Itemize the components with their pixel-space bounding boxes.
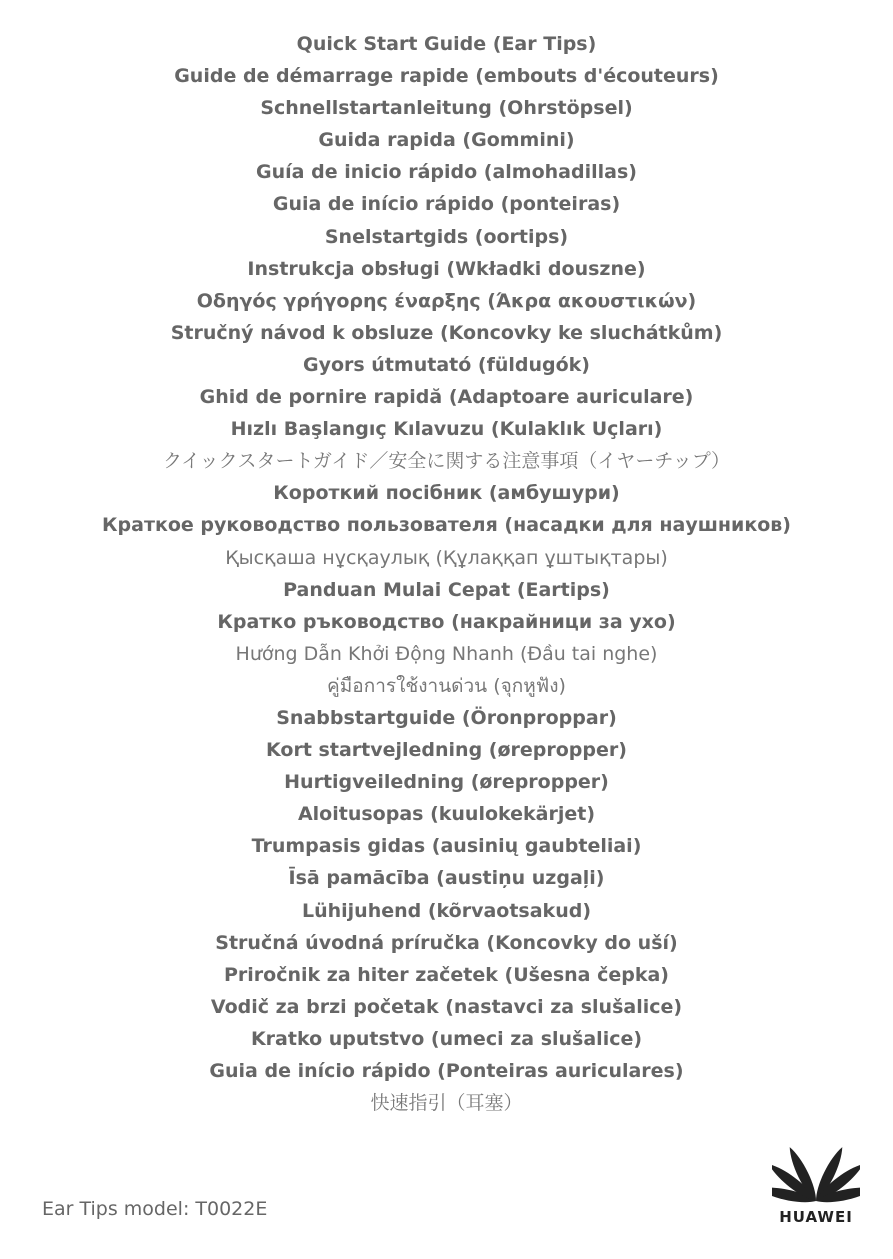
guide-title: Қысқаша нұсқаулық (Құлаққап ұштықтары) xyxy=(225,546,668,569)
guide-title: Instrukcja obsługi (Wkładki douszne) xyxy=(247,257,646,280)
guide-title: Īsā pamācība (austiņu uzgaļi) xyxy=(288,867,605,890)
guide-title: Hızlı Başlangıç Kılavuzu (Kulaklık Uçları) xyxy=(230,418,663,441)
guide-title: Quick Start Guide (Ear Tips) xyxy=(296,33,597,55)
guide-title: Kratko uputstvo (umeci za slušalice) xyxy=(250,1027,643,1050)
guide-title: Aloitusopas (kuulokekärjet) xyxy=(297,803,596,826)
guide-title: Trumpasis gidas (ausinių gaubteliai) xyxy=(251,835,642,858)
huawei-wordmark: HUAWEI xyxy=(779,1208,853,1226)
huawei-brand-block xyxy=(768,1138,864,1226)
guide-title: Οδηγός γρήγορης έναρξης (Άκρα ακουστικών) xyxy=(196,289,697,312)
guide-title-list xyxy=(0,28,893,1119)
guide-title: Hurtigveiledning (ørepropper) xyxy=(284,771,609,794)
guide-title: 快速指引（耳塞） xyxy=(370,1092,523,1115)
guide-title: Краткое руководство пользователя (насадки для наушников) xyxy=(102,514,791,537)
guide-title: Kort startvejledning (ørepropper) xyxy=(266,739,627,762)
guide-title: Guida rapida (Gommini) xyxy=(318,129,575,152)
guide-title: Stručná úvodná príručka (Koncovky do uší) xyxy=(215,931,678,954)
guide-title: Кратко ръководство (накрайници за ухо) xyxy=(217,610,676,633)
guide-title: Guia de início rápido (Ponteiras auriculares) xyxy=(209,1060,684,1082)
guide-title: Panduan Mulai Cepat (Eartips) xyxy=(283,578,610,601)
guide-title: Guía de inicio rápido (almohadillas) xyxy=(256,161,637,184)
guide-title: คู่มือการใช้งานด่วน (จุกหูฟัง) xyxy=(327,674,566,697)
guide-title: クイックスタートガイド／安全に関する注意事項（イヤーチップ） xyxy=(163,450,730,473)
guide-title: Guide de démarrage rapide (embouts d'écouteurs) xyxy=(174,65,719,88)
ear-tips-model-label: Ear Tips model: T0022E xyxy=(42,1198,268,1220)
guide-title: Ghid de pornire rapidă (Adaptoare auriculare) xyxy=(199,386,694,409)
guide-title: Guia de início rápido (ponteiras) xyxy=(272,193,621,216)
guide-title: Priročnik za hiter začetek (Ušesna čepka) xyxy=(224,963,669,986)
guide-title: Schnellstartanleitung (Ohrstöpsel) xyxy=(260,97,633,120)
guide-title: Snabbstartguide (Öronproppar) xyxy=(276,706,617,729)
guide-title: Vodič za brzi početak (nastavci za slušalice) xyxy=(210,995,683,1018)
guide-title: Snelstartgids (oortips) xyxy=(324,225,569,248)
guide-title: Hướng Dẫn Khởi Động Nhanh (Đầu tai nghe) xyxy=(235,642,658,665)
guide-title: Gyors útmutató (füldugók) xyxy=(302,353,590,376)
guide-title: Stručný návod k obsluze (Koncovky ke sluchátkům) xyxy=(170,321,723,344)
huawei-petal-logo-icon xyxy=(772,1138,860,1204)
guide-title: Lühijuhend (kõrvaotsakud) xyxy=(301,899,592,922)
guide-title: Короткий посібник (амбушури) xyxy=(273,482,620,505)
